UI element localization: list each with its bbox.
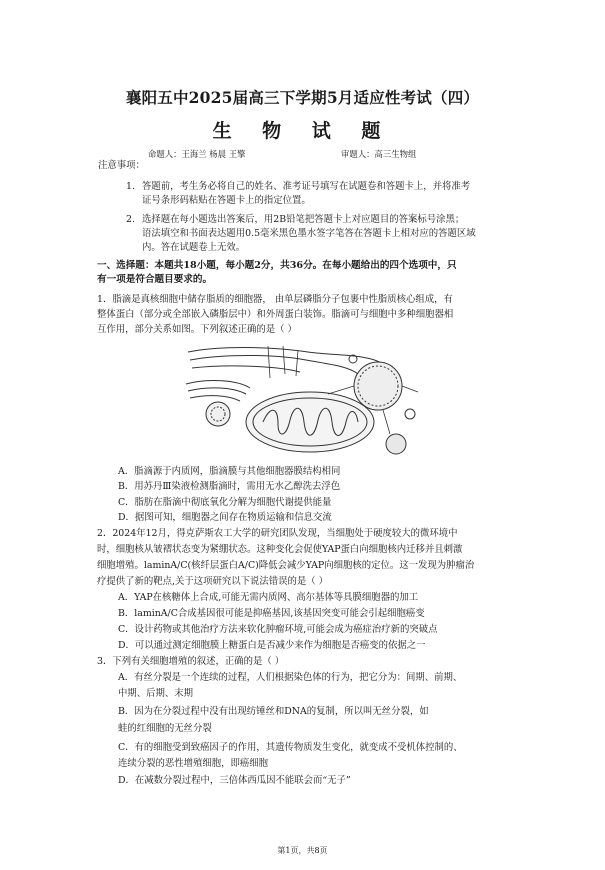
q1-option-b: B．用苏丹Ⅲ染液检测脂滴时，需用无水乙醇洗去浮色 [118,481,341,492]
page-footer: 第1页，共8页 [277,846,328,855]
q1-option-c: C．脂肪在脂滴中彻底氧化分解为细胞代谢提供能量 [118,497,332,508]
authors: 命题人：王海兰 杨晨 王擎 [148,149,246,159]
q3-option-d: D．在减数分裂过程中，三倍体西瓜因不能联会而“无子” [118,775,351,786]
q2-option-d: D．可以通过测定细胞膜上糖蛋白是否减少来作为细胞是否癌变的依据之一 [118,640,426,651]
subject-title: 生 物 试 题 [212,120,393,142]
lipid-droplet-organelle-diagram [178,344,436,462]
mitochondrion [246,392,374,452]
notice-item-1-line-1: 答题前，考生务必将自己的姓名、准考证号填写在试题卷和答题卡上，并将准考 [142,181,471,192]
q3-option-b-line-1: B．因为在分裂过程中没有出现纺锤丝和DNA的复制，所以叫无丝分裂，如 [118,706,429,717]
golgi-apparatus [186,381,250,401]
notice-number-1: 1. [126,181,135,192]
q2-option-b: B．laminA/C合成基因很可能是抑癌基因,该基因突变可能会引起细胞癌变 [118,608,425,619]
exam-title: 襄阳五中2025届高三下学期5月适应性考试（四） [125,88,480,107]
q2-option-a: A．YAP在核糖体上合成,可能无需内质网、高尔基体等具膜细胞器的加工 [118,592,419,603]
notice-item-2-line-1: 选择题在每小题选出答案后，用2B铅笔把答题卡上对应题目的答案标号涂黑； [142,214,465,225]
q1-stem-line-1: 1．脂滴是真核细胞中储存脂质的细胞器， 由单层磷脂分子包裹中性脂质核心组成，有 [97,294,453,305]
q2-stem-line-4: 疗提供了新的靶点,关于这项研究以下说法错误的是（ ） [97,576,328,587]
q2-stem-line-2: 时，细胞核从皱褶状态变为紧绷状态。这种变化会促使YAP蛋白向细胞核内迁移并且刺激 [97,544,463,555]
q1-stem-line-3: 互作用，部分关系如图。下列叙述正确的是（ ） [97,324,297,335]
author-line [148,148,417,160]
q3-option-b-line-2: 蛙的红细胞的无丝分裂 [118,723,212,734]
q3-stem: 3．下列有关细胞增殖的叙述，正确的是（ ） [97,656,285,667]
lipid-droplet [354,362,402,410]
lysosome [386,434,406,454]
section-heading-line-1: 一、选择题：本题共18小题，每小题2分，共36分。在每小题给出的四个选项中，只 [97,260,457,271]
peroxisome [206,402,230,426]
endoplasmic-reticulum [188,348,383,375]
q1-option-d: D．据图可知，细胞器之间存在物质运输和信息交流 [118,512,332,523]
reviewer: 审题人：高三生物组 [341,149,417,159]
q2-option-c: C．设计药物或其他治疗方法来软化肿瘤环境,可能会成为癌症治疗新的突破点 [118,624,438,635]
notice-item-1-line-2: 证号条形码粘贴在答题卡上的指定位置。 [142,195,311,206]
q2-stem-line-1: 2．2024年12月，得克萨斯农工大学的研究团队发现，当细胞处于硬度较大的微环境中 [97,528,458,539]
notice-item-2-line-2: 语法填空和书面表达题用0.5毫米黑色墨水签字笔答在答题卡上相对应的答题区域 [142,228,476,239]
q3-option-c-line-1: C．有的细胞受到致癌因子的作用，其遗传物质发生变化，就变成不受机体控制的、 [118,742,463,753]
q1-stem-line-2: 整体蛋白（部分或全部嵌入磷脂层中）和外周蛋白装饰。脂滴可与细胞中多种细胞器相 [97,309,454,320]
q3-option-c-line-2: 连续分裂的恶性增殖细胞，即癌细胞 [118,758,269,769]
notice-heading: 注意事项： [98,160,145,171]
q2-stem-line-3: 细胞增殖。laminA/C(核纤层蛋白A/C)降低会减少YAP向细胞核的定位。这一发现为肿瘤治 [97,560,475,571]
q1-option-a: A．脂滴源于内质网，脂滴膜与其他细胞器膜结构相同 [118,466,341,477]
notice-item-2-line-3: 内。答在试题卷上无效。 [142,242,246,253]
q3-option-a-line-1: A．有丝分裂是一个连续的过程，人们根据染色体的行为，把它分为：间期、前期、 [118,672,463,683]
q3-option-a-line-2: 中期、后期、末期 [118,688,194,699]
notice-number-2: 2. [126,214,135,225]
section-heading-line-2: 有一项是符合题目要求的。 [97,274,213,285]
